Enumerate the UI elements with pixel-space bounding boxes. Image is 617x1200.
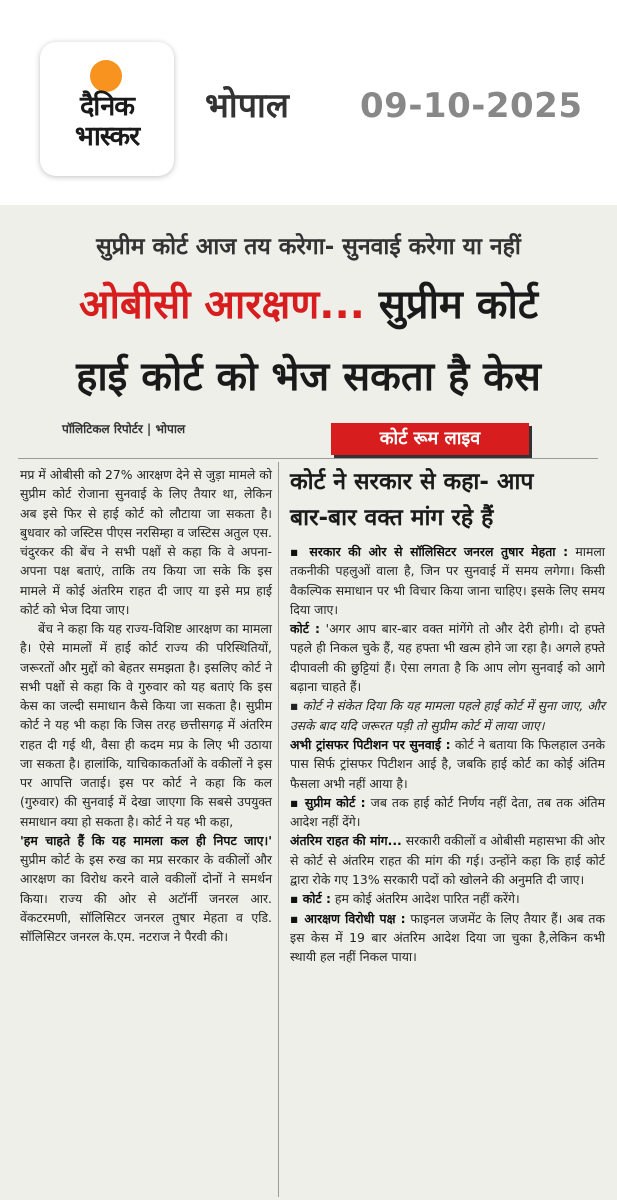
list-item (290, 909, 605, 967)
edition-city: भोपाल (205, 86, 289, 126)
item-text: जब तक हाई कोर्ट निर्णय नहीं देता, तब तक अंतिम आदेश नहीं देंगे। (290, 794, 605, 830)
court-room-live-badge: कोर्ट रूम लाइव (331, 423, 529, 455)
list-item (290, 793, 605, 832)
subheadline (290, 464, 605, 536)
item-lead: ▪ सुप्रीम कोर्ट : (290, 794, 366, 810)
item-lead: ▪ कोर्ट : (290, 891, 331, 907)
list-item (290, 831, 605, 889)
dainik-bhaskar-logo[interactable] (40, 42, 174, 176)
app-header (0, 0, 617, 200)
list-item (290, 889, 605, 908)
subheadline-line-1: कोर्ट ने सरकार से कहा- आप (290, 469, 534, 495)
headline-line-2: हाई कोर्ट को भेज सकता है केस (76, 354, 541, 400)
item-text: फाइनल जजमेंट के लिए तैयार हैं। अब तक इस केस में 19 बार अंतरिम आदेश दिया जा चुका है,लेकिन कभी स्थायी हल नहीं निकल पाया। (290, 910, 606, 965)
logo-line-1: दैनिक (79, 91, 135, 122)
byline: पॉलिटिकल रिपोर्टर | भोपाल (62, 422, 186, 436)
item-text: ▪ कोर्ट ने संकेत दिया कि यह मामला पहले हाई कोर्ट में सुना जाए, और उसके बाद यदि जरूरत पड़ी तो सुप्रीम कोर्ट में लाया जाए। (290, 698, 605, 733)
list-item (290, 696, 605, 735)
column-divider (278, 462, 279, 1197)
article-kicker: सुप्रीम कोर्ट आज तय करेगा- सुनवाई करेगा या नहीं (96, 234, 521, 260)
headline-red: ओबीसी आरक्षण... (78, 282, 365, 328)
divider (18, 458, 598, 459)
right-column (290, 542, 605, 967)
paragraph (20, 619, 272, 946)
sun-icon (90, 60, 122, 92)
paragraph-text: बेंच ने कहा कि यह राज्य-विशिष्ट आरक्षण का मामला है। ऐसे मामलों में हाई कोर्ट राज्य की परिस्थितियों, जरूरतों और मुद्दों को बेहतर समझता है। इसलिए कोर्ट ने सभी पक्षों से कहा कि वे गुरुवार को यह बताएं कि इस केस का जल्दी समाधान कैसे किया जा सकता है। सुप्रीम कोर्ट ने यह भी कहा कि जिस तरह छत्तीसगढ़ में अंतरिम राहत दी गई थी, वैसा ही कदम मप्र के लिए भी उठाया जा सकता है। हालांकि, याचिकाकर्ताओं के वकीलों ने इस पर आपत्ति जताई। इस पर कोर्ट ने कहा कि कल (गुरुवार) की सुनवाई में देखा जाएगा कि सबसे उपयुक्त समाधान क्या हो सकता है। कोर्ट ने यह भी कहा, (20, 621, 272, 829)
headline-line-1 (0, 280, 617, 330)
item-text: मामला तकनीकी पहलुओं वाला है, जिन पर सुनवाई में समय लगेगा। किसी वैकल्पिक समाधान पर भी विचार किया जाना चाहिए। इसके लिए समय दिया जाए। (290, 544, 605, 617)
item-lead: अभी ट्रांसफर पिटीशन पर सुनवाई : (290, 736, 451, 752)
item-lead: ▪ आरक्षण विरोधी पक्ष : (290, 910, 406, 926)
item-text: सरकारी वकीलों व ओबीसी महासभा की ओर से कोर्ट से अंतरिम राहत की मांग की गई। उन्होंने कहा कि हाई कोर्ट द्वारा रोके गए 13% सरकारी पदों को खोलने की अनुमति दी जाए। (290, 833, 605, 888)
list-item (290, 735, 605, 793)
list-item (290, 542, 605, 619)
logo-line-2: भास्कर (74, 121, 140, 152)
paragraph: मप्र में ओबीसी को 27% आरक्षण देने से जुड़ा मामले को सुप्रीम कोर्ट रोजाना सुनवाई के लिए तैयार था, लेकिन अब इसे फिर से हाई कोर्ट को लौटाया जा सकता है। बुधवार को जस्टिस पीएस नरसिम्हा व जस्टिस अतुल एस. चंदुरकर की बेंच ने सभी पक्षों से कहा कि वे अपना-अपना पक्ष बताएं, ताकि तय किया जा सके कि इस मामले में कोई अंतरिम राहत दी जाए या इसे मप्र हाई कोर्ट को भेज दिया जाए। (20, 467, 272, 617)
court-quote: 'हम चाहते हैं कि यह मामला कल ही निपट जाए।' (20, 832, 272, 848)
edition-date: 09-10-2025 (360, 86, 583, 126)
paragraph-tail: सुप्रीम कोर्ट के इस रुख का मप्र सरकार के वकीलों और आरक्षण का विरोध करने वाले वकीलों दोनों ने समर्थन किया। राज्य की ओर से अटॉर्नी जनरल आर. वेंकटरमणी, सॉलिसिटर जनरल तुषार मेहता व एडि. सॉलिसिटर जनरल के.एम. नटराज ने पैरवी की। (20, 852, 272, 944)
item-text: 'अगर आप बार-बार वक्त मांगेंगे तो और देरी होगी। दो हफ्ते पहले ही निकल चुके हैं, यह हफ्ता भी खत्म होने जा रहा है। अगले हफ्ते दीपावली की छुट्टियां हैं। ऐसा लगता है कि आप लोग सुनवाई को आगे बढ़ाना चाहते हैं। (290, 621, 605, 695)
item-lead: कोर्ट : (290, 621, 320, 637)
item-text: कोर्ट ने बताया कि फिलहाल उनके पास सिर्फ ट्रांसफर पिटीशन आई है, जबकि हाई कोर्ट का कोई अंतिम फैसला अभी नहीं आया है। (290, 736, 605, 791)
item-lead: अंतरिम राहत की मांग... (290, 833, 402, 849)
subheadline-line-2: बार-बार वक्त मांग रहे हैं (290, 505, 494, 531)
item-text: हम कोई अंतरिम आदेश पारित नहीं करेंगे। (330, 891, 520, 907)
headline-black: सुप्रीम कोर्ट (364, 282, 539, 328)
list-item (290, 619, 605, 696)
left-column (20, 465, 272, 946)
item-lead: ▪ सरकार की ओर से सॉलिसिटर जनरल तुषार मेहता : (290, 544, 569, 559)
